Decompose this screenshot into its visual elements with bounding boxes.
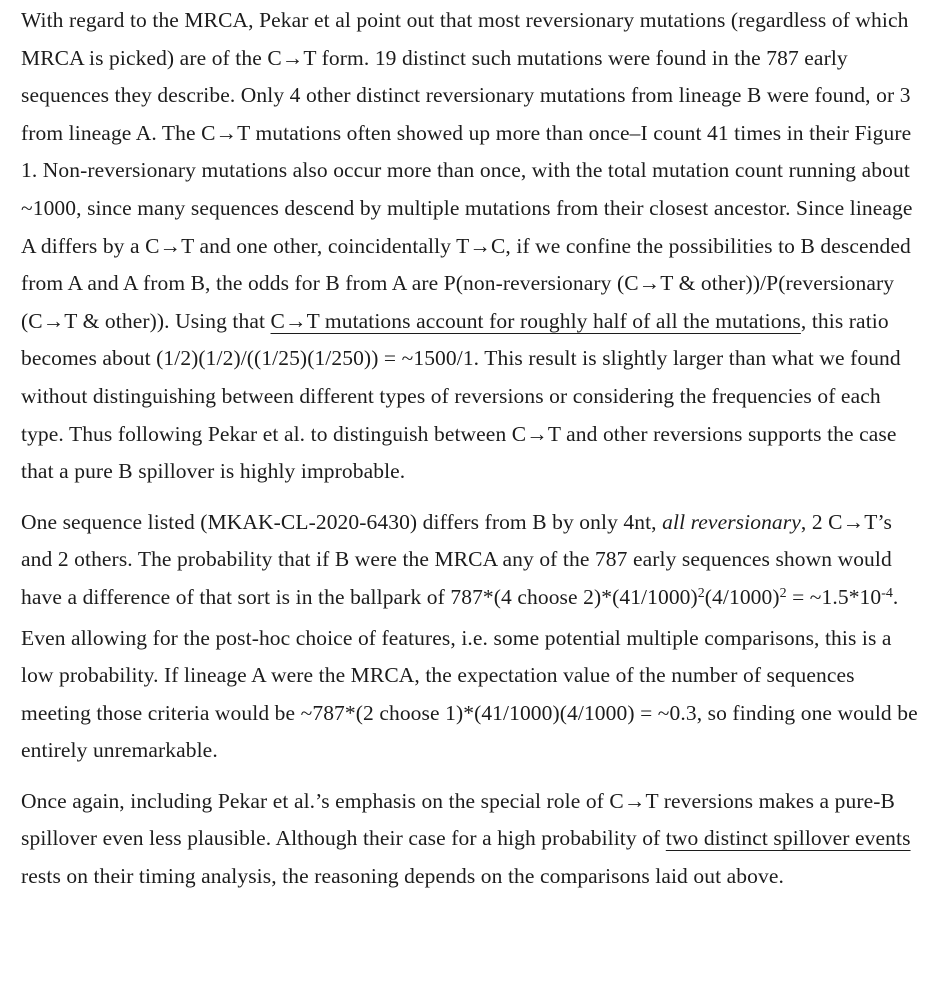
text-run: (4/1000) <box>704 584 780 609</box>
text-run: rests on their timing analysis, the reasoning depends on the comparisons laid out above. <box>21 864 784 889</box>
inline-link[interactable]: two distinct spillover events <box>665 826 911 851</box>
paragraph <box>21 2 920 491</box>
superscript-text: -4 <box>881 585 893 601</box>
text-run: One sequence listed (MKAK-CL-2020-6430) differs from B by only 4nt, <box>21 509 663 534</box>
inline-link[interactable]: C→T mutations account for roughly half of all the mutations <box>270 308 801 333</box>
text-run: With regard to the MRCA, Pekar et al point out that most reversionary mutations (regardless of which MRCA is picked) are of the C→T form. 19 distinct such mutations were found in the 787 early sequences they describe. Only 4 other distinct reversionary mutations from lineage B were found, or 3 from lineage A. The C→T mutations often showed up more than once–I count 41 times in their Figure 1. Non-reversionary mutations also occur more than once, with the total mutation count running about ~1000, since many sequences descend by multiple mutations from their closest ancestor. Since lineage A differs by a C→T and one other, coincidentally T→C, if we confine the possibilities to B descended from A and A from B, the odds for B from A are P(non-reversionary (C→T & other))/P(reversionary (C→T & other)). Using that <box>21 8 913 333</box>
superscript-text: 2 <box>697 585 705 601</box>
text-run: = ~1.5*10 <box>786 584 882 609</box>
text-run: Once again, including Pekar et al.’s emphasis on the special role of C→T reversions makes a pure-B spillover even less plausible. Although their case for a high probability of <box>21 788 895 851</box>
paragraph <box>21 783 920 896</box>
italic-text: all reversionary <box>662 509 801 534</box>
text-run: , this ratio becomes about (1/2)(1/2)/((1/25)(1/250)) = ~1500/1. This result is slightly larger than what we found without distinguishing between different types of reversions or considering the frequencies of each type. Thus following Pekar et al. to distinguish between C→T and other reversions supports the case that a pure B spillover is highly improbable. <box>21 308 901 484</box>
superscript-text: 2 <box>779 585 787 601</box>
text-run: . Even allowing for the post-hoc choice of features, i.e. some potential multiple comparisons, this is a low probability. If lineage A were the MRCA, the expectation value of the number of sequences meeting those criteria would be ~787*(2 choose 1)*(41/1000)(4/1000) = ~0.3, so finding one would be entirely unremarkable. <box>21 584 918 763</box>
text-run: , 2 C→T’s and 2 others. The probability that if B were the MRCA any of the 787 early sequences shown would have a difference of that sort is in the ballpark of 787*(4 choose 2)*(41/1000) <box>21 509 892 609</box>
paragraph <box>21 504 920 770</box>
